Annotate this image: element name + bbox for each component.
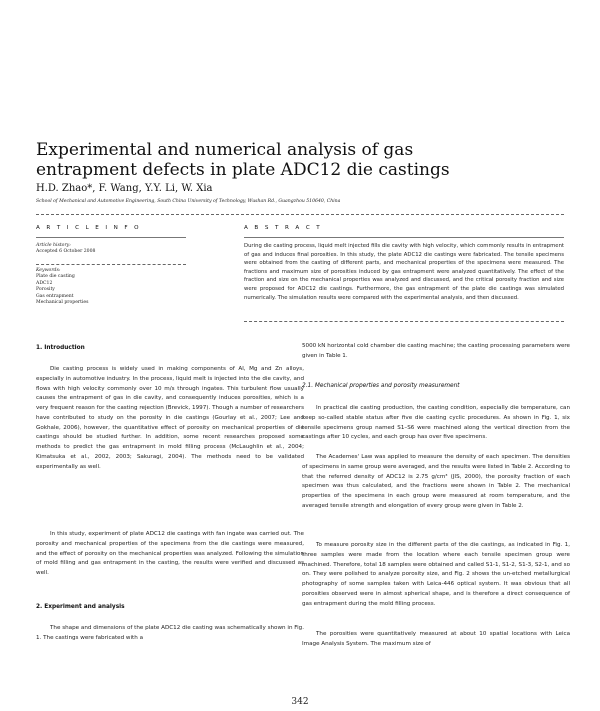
page-number: 342: [291, 697, 309, 707]
intro-paragraph-1: Die casting process is widely used in making components of Al, Mg and Zn alloys, especially in automotive industry. In the process, liquid melt is injected into the die cavity, and flows with high velocity commonly over 10 m/s through ingates. This turbulent flow usually causes the entrapment of gas in die cavity, and consequently induces porosities, which is a very frequent reason for the casting rejection (Brevick, 1997). Though a number of researchers have contributed to study on the porosity in die castings (Gourlay et al., 2007; Lee and Gokhale, 2006), however, the quantitative effect of porosity on mechanical properties of die castings should be studied further. In addition, some recent researches proposed some methods to predict the gas entrapment in mold filling process (McLaughlin et al., 2004; Kimatsuka et al., 2002, 2003; Sakuragi, 2004). The methods need to be validated experimentally as well.: [36, 366, 304, 470]
paper-title: Experimental and numerical analysis of gas entrapment defects in plate ADC12 die castings: [36, 140, 450, 180]
article-history: [36, 243, 186, 256]
article-info-rule: [36, 237, 186, 238]
abstract-text: During die casting process, liquid melt injected fills die cavity with high velocity, which commonly results in entrapment of gas and induces final porosities. In this study, the plate ADC12 die castings were fabricated. The tensile specimens were obtained from the casting of different parts, and mechanical properties of the specimens were measured. The fractions and maximum size of porosities induced by gas entrapment were analyzed quantitatively. The effect of the fraction and size on the mechanical properties was analyzed and discussed, and the critical porosity fraction and size were proposed for ADC12 die castings. Furthermore, the gas entrapment of the plate die castings was simulated numerically. The simulation results were compared with the experimental analysis, and then discussed.: [244, 243, 564, 301]
section-1-heading: 1. Introduction: [36, 345, 85, 351]
experiment-paragraph-1: The shape and dimensions of the plate ADC12 die casting was schematically shown in Fig. 1. The castings were fabricated with a: [36, 625, 304, 641]
right-paragraph-4: The porosities were quantitatively measured at about 10 spatial locations with Leica Image Analysis System. The maximum size of: [302, 631, 570, 647]
right-paragraph-0: 5000 kN horizontal cold chamber die casting machine; the casting processing parameters were given in Table 1.: [302, 343, 570, 359]
keyword: Mechanical properties: [36, 300, 89, 306]
keywords-label: Keywords:: [36, 268, 61, 273]
right-paragraph-3: To measure porosity size in the different parts of the die castings, as indicated in Fig. 1, three samples were made from the location where each tensile specimen group were machined. Therefore, total 18 samples were obtained and called S1-1, S1-2, S1-3, S2-1, and so on. They were polished to analyze porosity size, and Fig. 2 shows the un-etched metallurgical photography of some samples taken with Leica-446 optical system. It was obvious that all porosities observed were in almost spherical shape, and is therefore a direct consequence of gas entrapment during the mold filling process.: [302, 542, 570, 607]
keyword: Plate die casting: [36, 274, 75, 280]
abstract-end-divider: [244, 321, 564, 322]
article-info-heading: A R T I C L E I N F O: [36, 225, 141, 231]
keyword: Porosity: [36, 287, 55, 293]
section-2-heading: 2. Experiment and analysis: [36, 604, 125, 610]
section-2-1-heading: 2.1. Mechanical properties and porosity measurement: [302, 383, 460, 389]
keyword: Gas entrapment: [36, 293, 74, 299]
abstract-rule: [244, 237, 564, 238]
history-label: Article history:: [36, 243, 71, 248]
info-divider: [36, 264, 186, 265]
author-list: H.D. Zhao*, F. Wang, Y.Y. Li, W. Xia: [36, 183, 213, 194]
keywords-block: [36, 268, 186, 306]
intro-paragraph-2: In this study, experiment of plate ADC12 die castings with fan ingate was carried out. The porosity and mechanical properties of the specimens from the die castings were measured, and the effect of porosity on the mechanical properties was analyzed. Following the simulation of mold filling and gas entrapment in the casting, the results were verified and discussed as well.: [36, 531, 304, 576]
accepted-date: Accepted 6 October 2008: [36, 249, 96, 255]
right-paragraph-2: The Academes' Law was applied to measure the density of each specimen. The densities of specimens in same group were averaged, and the results were listed in Table 2. According to that the referred density of ADC12 is 2.75 g/cm³ (JIS, 2000), the porosity fraction of each specimen was thus calculated, and the fractions were shown in Table 2. The mechanical properties of the specimens in each group were measured at room temperature, and the averaged tensile strength and elongation of every group were given in Table 2.: [302, 454, 570, 509]
header-divider: [36, 214, 564, 215]
right-paragraph-1: In practical die casting production, the casting condition, especially die temperature, can keep so-called stable status after five die casting cyclic procedures. As shown in Fig. 1, six tensile specimens group named S1–S6 were machined along the vertical direction from the castings after 10 cycles, and each group has over five specimens.: [302, 405, 570, 441]
abstract-heading: A B S T R A C T: [244, 225, 323, 231]
keyword: ADC12: [36, 280, 53, 286]
affiliation: School of Mechanical and Automotive Engineering, South China University of Technology, Wushan Rd., Guangzhou 510640, China: [36, 199, 341, 204]
